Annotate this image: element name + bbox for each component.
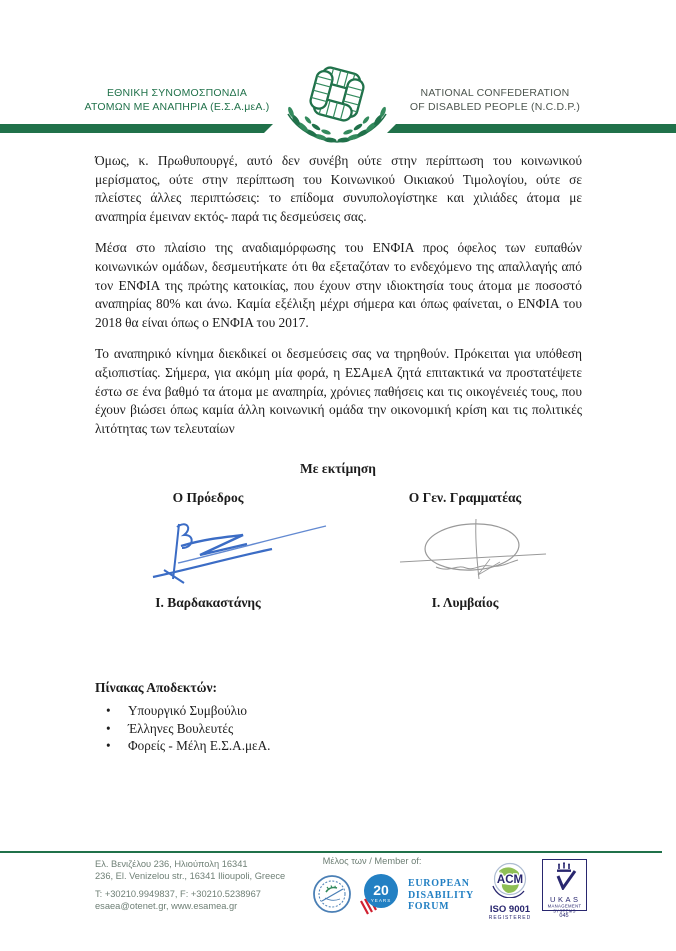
edf-20years-logo <box>357 870 474 918</box>
president-signature <box>150 513 330 589</box>
ukas-number: 045 <box>559 913 569 919</box>
org-name-english-line2: OF DISABLED PEOPLE (N.C.D.P.) <box>409 100 581 113</box>
org-name-greek-line1: ΕΘΝΙΚΗ ΣΥΝΟΜΟΣΠΟΝΔΙΑ <box>106 87 248 99</box>
hands-emblem <box>308 65 367 124</box>
svg-text:ACM: ACM <box>496 874 524 886</box>
header-rule-left <box>0 124 273 133</box>
recipient-label: Έλληνες Βουλευτές <box>128 720 234 736</box>
bullet-icon: • <box>106 720 111 736</box>
svg-text:20: 20 <box>373 882 389 898</box>
ukas-box <box>542 859 587 914</box>
address-greek: Ελ. Βενιζέλου 236, Ηλιούπολη 16341 <box>95 859 248 869</box>
esamea-hands-logo <box>278 54 396 146</box>
list-item <box>95 720 270 738</box>
phone-fax: T: +30210.9949837, F: +30210.5238967 <box>95 888 261 899</box>
paragraph-3: Το αναπηρικό κίνημα διεκδικεί οι δεσμεύσεις σας να τηρηθούν. Πρόκειται για υπόθεση αξιοπιστίας. Σήμερα, για ακόμη μία φορά, η ΕΣΑμεΑ ζητά επιτακτικά να προστατέψετε έστω σε ένα βαθμό τα άτομα με αναπηρία, χρόνιες παθήσεις και τις οικογένειές τους, που έχουν βιώσει όπως καμία άλλη κοινωνική ομάδα την οικονομική κρίση και τις πολιτικές λιτότητας των τελευταίων <box>95 346 582 436</box>
footer-rule <box>0 851 662 853</box>
recipients-heading: Πίνακας Αποδεκτών: <box>95 680 218 695</box>
paragraph-1: Όμως, κ. Πρωθυπουργέ, αυτό δεν συνέβη ούτε στην περίπτωση του κοινωνικού μερίσματος, ούτε στην περίπτωση του Κοινωνικού Οικιακού Τιμολογίου, ούτε σε πλείστες άλλες περιπτώσεις: το επίδομα συνυπολογίστηκε και χιλιάδες άτομα με αναπηρία έμειναν εκτός- παρά τις δεσμεύσεις σας. <box>95 153 582 224</box>
org-name-english <box>392 87 598 114</box>
secretary-name: Ι. Λυμβαίος <box>431 595 499 610</box>
recipients-list <box>95 702 270 755</box>
svg-text:YEARS: YEARS <box>370 898 392 903</box>
president-title: Ο Πρόεδρος <box>172 490 244 505</box>
footer-contact <box>95 858 285 912</box>
letter-body <box>95 152 582 451</box>
recipient-label: Υπουργικό Συμβούλιο <box>128 703 247 718</box>
iso-9001-label: ISO 9001 <box>489 904 531 915</box>
org-name-english-line1: NATIONAL CONFEDERATION <box>420 87 570 99</box>
address-english: 236, El. Venizelou str., 16341 Ilioupoli, Greece <box>95 871 286 882</box>
edf-badge-icon <box>357 870 403 918</box>
president-name: Ι. Βαρδακαστάνης <box>155 595 261 610</box>
member-stamp-logo <box>312 874 352 914</box>
edf-wordmark: EUROPEAN DISABILITY FORUM <box>408 878 474 912</box>
registered-label: REGISTERED <box>488 915 532 921</box>
bullet-icon: • <box>106 703 111 718</box>
header-rule-right <box>387 124 676 133</box>
salutation: Με εκτίμηση <box>300 461 376 476</box>
ukas-systems-label: MANAGEMENT SYSTEMS <box>547 903 581 914</box>
org-name-greek <box>74 87 280 114</box>
list-item <box>95 737 270 755</box>
acm-globe-icon <box>490 862 530 898</box>
ukas-logo <box>539 859 589 919</box>
bullet-icon: • <box>106 738 111 753</box>
acm-iso9001-logo <box>487 862 533 921</box>
secretary-title: Ο Γεν. Γραμματέας <box>408 490 522 505</box>
paragraph-2: Μέσα στο πλαίσιο της αναδιαμόρφωσης του ΕΝΦΙΑ προς όφελος των ευπαθών κοινωνικών ομάδων, δεσμευτήκατε ότι θα εξεταζόταν το ενδεχόμενο της απαλλαγής από τον ΕΝΦΙΑ της πρώτης κατοικίας, που έχουν στην ιδιοκτησία τους άτομα με ποσοστό αναπηρίας 80% και άνω. Καμία εξέλιξη μέχρι σήμερα και όπως φαίνεται, ο ΕΝΦΙΑ του 2018 θα είναι όπως ο ΕΝΦΙΑ του 2017. <box>95 240 582 330</box>
crown-checkmark-icon <box>549 862 579 890</box>
org-name-greek-line2: ΑΤΟΜΩΝ ΜΕ ΑΝΑΠΗΡΙΑ (Ε.Σ.Α.μεΑ.) <box>84 100 270 113</box>
member-of-label: Μέλος των / Member of: <box>322 856 422 866</box>
ukas-label: UKAS <box>550 895 581 904</box>
email-website: esaea@otenet.gr, www.esamea.gr <box>95 900 238 911</box>
list-item <box>95 702 270 720</box>
recipient-label: Φορείς - Μέλη Ε.Σ.Α.μεΑ. <box>128 738 271 753</box>
secretary-signature <box>398 517 548 585</box>
